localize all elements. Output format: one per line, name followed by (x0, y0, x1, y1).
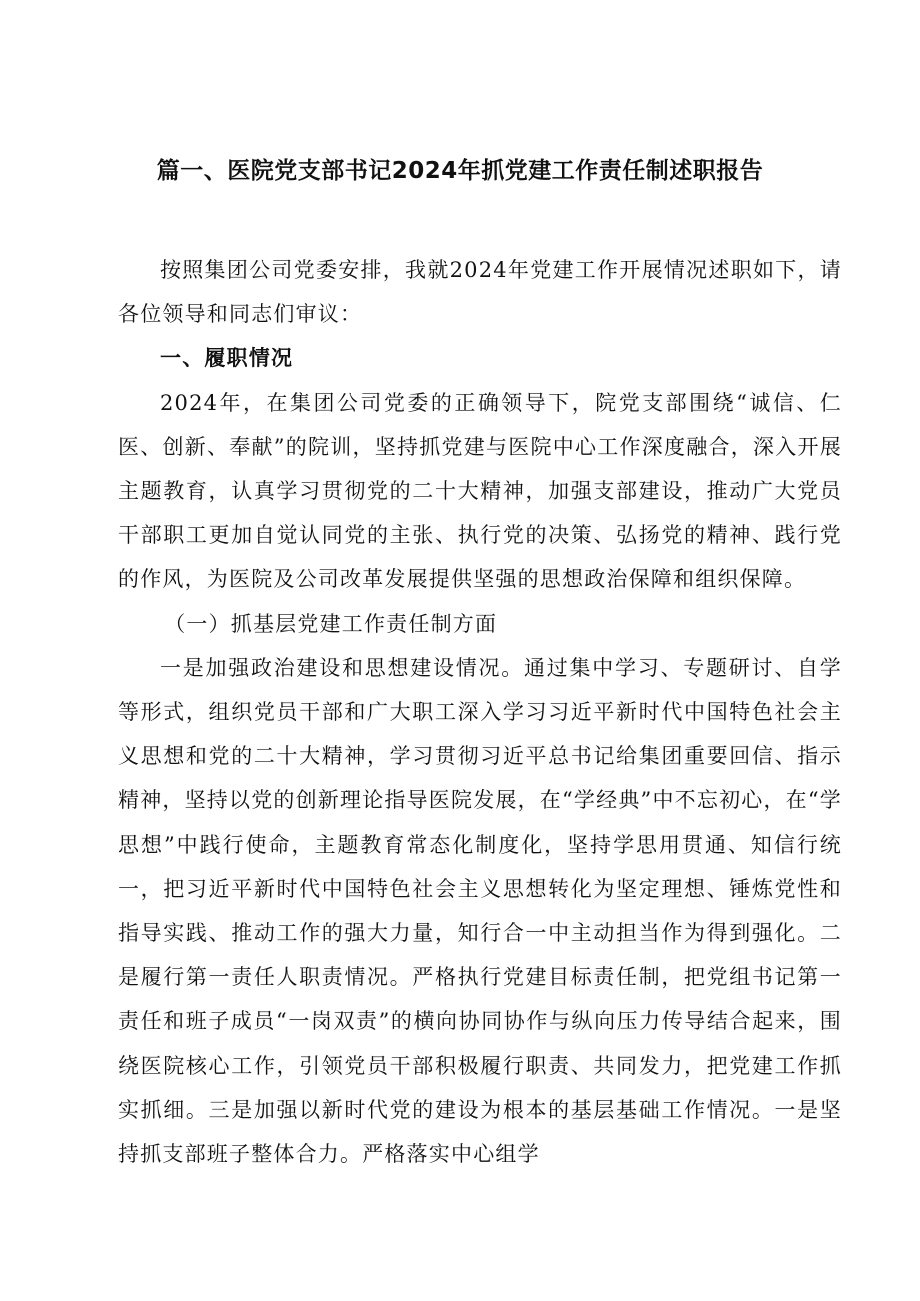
section-heading: 一、履职情况 (160, 346, 294, 371)
subsection-paragraph: 一是加强政治建设和思想建设情况。通过集中学习、专题研讨、自学等形式，组织党员干部和广大职工深入学习习近平新时代中国特色社会主义思想和党的二十大精神，学习贯彻习近平总书记给集团重要回信、指示精神，坚持以党的创新理论指导医院发展，在“学经典”中不忘初心，在“学思想”中践行使命，主题教育常态化制度化，坚持学思用贯通、知信行统一，把习近平新时代中国特色社会主义思想转化为坚定理想、锤炼党性和指导实践、推动工作的强大力量，知行合一中主动担当作为得到强化。二是履行第一责任人职责情况。严格执行党建目标责任制，把党组书记第一责任和班子成员“一岗双责”的横向协同协作与纵向压力传导结合起来，围绕医院核心工作，引领党员干部积极履行职责、共同发力，把党建工作抓实抓细。三是加强以新时代党的建设为根本的基层基础工作情况。一是坚持抓支部班子整体合力。严格落实中心组学 (118, 655, 843, 1167)
intro-paragraph: 按照集团公司党委安排，我就2024年党建工作开展情况述职如下，请各位领导和同志们审议： (118, 258, 842, 327)
document-body (118, 248, 842, 1176)
document-title: 篇一、医院党支部书记2024年抓党建工作责任制述职报告 (156, 158, 764, 184)
section-paragraph: 2024年，在集团公司党委的正确领导下，院党支部围绕“诚信、仁医、创新、奉献”的院训，坚持抓党建与医院中心工作深度融合，深入开展主题教育，认真学习贯彻党的二十大精神，加强支部建设，推动广大党员干部职工更加自觉认同党的主张、执行党的决策、弘扬党的精神、践行党的作风，为医院及公司改革发展提供坚强的思想政治保障和组织保障。 (118, 390, 842, 592)
subsection-heading: （一）抓基层党建工作责任制方面 (164, 611, 498, 636)
